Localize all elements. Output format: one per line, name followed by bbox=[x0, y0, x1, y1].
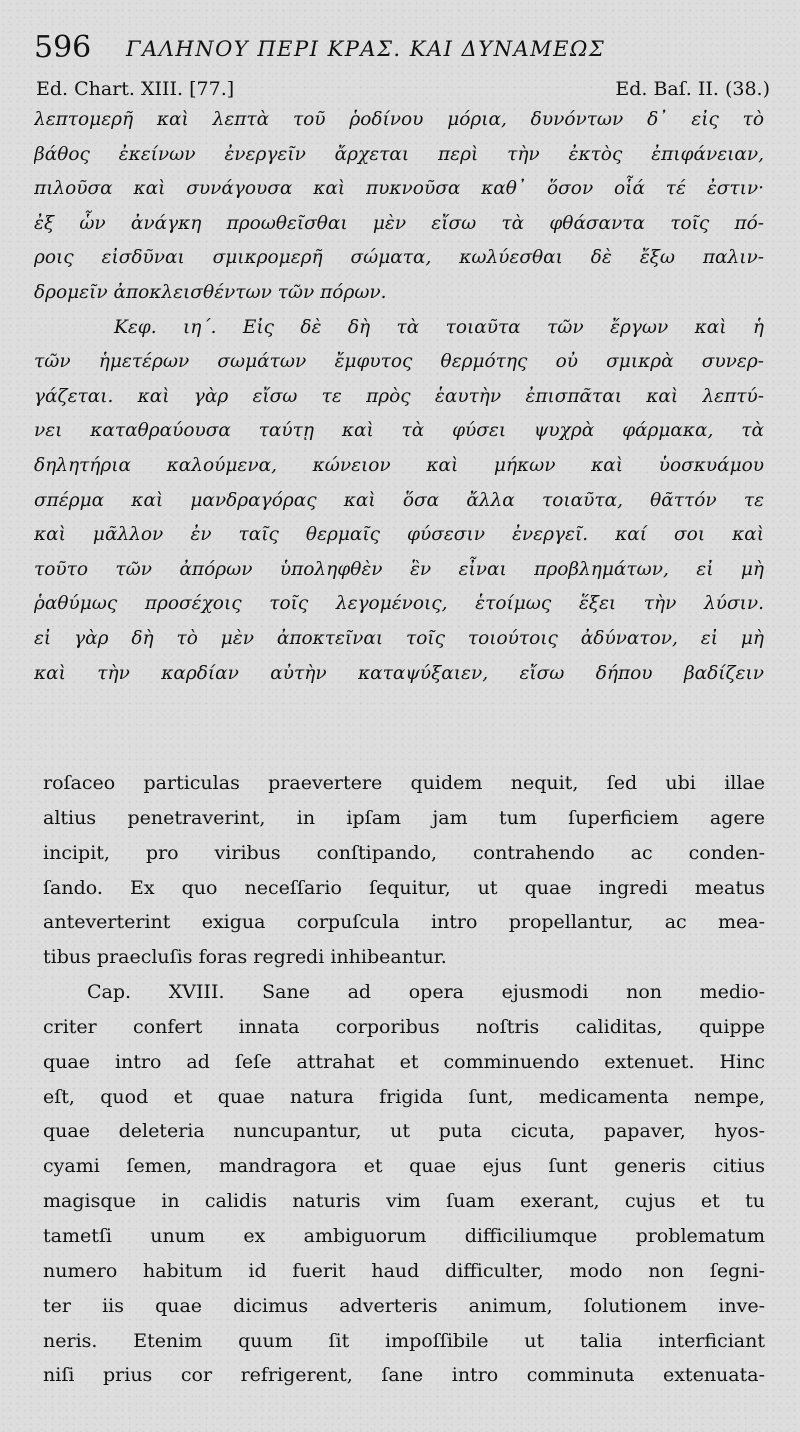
latin-text-line: anteverterint exigua corpuſcula intro propellantur, ac mea- bbox=[43, 911, 765, 934]
greek-text-line: γάζεται. καὶ γὰρ εἴσω τε πρὸς ἑαυτὴν ἐπισπᾶται καὶ λεπτύ- bbox=[34, 385, 764, 407]
greek-text-line: ροις εἰσδῦναι σμικρομερῆ σώματα, κωλύεσθαι δὲ ἔξω παλιν- bbox=[34, 247, 764, 269]
greek-text-line: νει καταθραύουσα ταύτῃ καὶ τὰ φύσει ψυχρὰ φάρμακα, τὰ bbox=[34, 420, 764, 442]
edition-reference-left: Ed. Chart. XIII. [77.] bbox=[36, 78, 235, 100]
greek-text-line: βάθος ἐκείνων ἐνεργεῖν ἄρχεται περὶ τὴν ἐκτὸς ἐπιφάνειαν, bbox=[34, 143, 764, 165]
latin-text-line: criter confert innata corporibus noſtris caliditas, quippe bbox=[43, 1015, 765, 1038]
latin-text-line: incipit, pro viribus conſtipando, contrahendo ac conden- bbox=[43, 841, 765, 864]
latin-text-line: altius penetraverint, in ipſam jam tum ſuperficiem agere bbox=[43, 806, 765, 829]
latin-text-line: tametſi unum ex ambiguorum difficiliumque problematum bbox=[43, 1224, 765, 1247]
greek-text-line: ἐξ ὧν ἀνάγκη προωθεῖσθαι μὲν εἴσω τὰ φθάσαντα τοῖς πό- bbox=[34, 212, 764, 234]
latin-text-line: niſi prius cor refrigerent, ſane intro comminuta extenuata- bbox=[43, 1364, 765, 1387]
greek-text-line: λεπτομερῆ καὶ λεπτὰ τοῦ ῥοδίνου μόρια, δυνόντων δ᾽ εἰς τὸ bbox=[34, 109, 764, 130]
greek-text-line: δρομεῖν ἀποκλεισθέντων τῶν πόρων. bbox=[34, 281, 387, 303]
latin-text-line: quae deleteria nuncupantur, ut puta cicuta, papaver, hyos- bbox=[43, 1120, 765, 1143]
edition-reference-right: Ed. Baſ. II. (38.) bbox=[615, 78, 770, 100]
greek-text-line: τοῦτο τῶν ἀπόρων ὑποληφθὲν ἓν εἶναι προβλημάτων, εἰ μὴ bbox=[34, 558, 764, 580]
greek-text-line: τῶν ἡμετέρων σωμάτων ἔμφυτος θερμότης οὐ σμικρὰ συνερ- bbox=[34, 351, 764, 373]
greek-text-block bbox=[34, 103, 764, 691]
latin-text-line: neris. Etenim quum ſit impoſſibile ut talia interficiant bbox=[43, 1329, 765, 1352]
greek-chapter-heading-line: Κεφ. ιη΄. Εἰς δὲ δὴ τὰ τοιαῦτα τῶν ἔργων καὶ ἡ bbox=[114, 316, 764, 338]
latin-text-line: numero habitum id fuerit haud difficulter, modo non ſegni- bbox=[43, 1259, 765, 1282]
latin-text-line: eſt, quod et quae natura frigida ſunt, medicamenta nempe, bbox=[43, 1085, 765, 1108]
page-number: 596 bbox=[34, 30, 92, 65]
running-title: ΓΑΛΗΝΟΥ ΠΕΡΙ ΚΡΑΣ. ΚΑΙ ΔΥΝΑΜΕΩΣ bbox=[126, 37, 606, 61]
greek-text-line: δηλητήρια καλούμενα, κώνειον καὶ μήκων καὶ ὑοσκυάμου bbox=[34, 454, 764, 476]
greek-text-line: σπέρμα καὶ μανδραγόρας καὶ ὅσα ἄλλα τοιαῦτα, θᾶττόν τε bbox=[34, 489, 764, 511]
latin-text-line: quae intro ad ſeſe attrahat et comminuendo extenuet. Hinc bbox=[43, 1050, 765, 1073]
latin-text-line: tibus praecluſis foras regredi inhibeantur. bbox=[43, 946, 447, 969]
latin-text-line: cyami ſemen, mandragora et quae ejus ſunt generis citius bbox=[43, 1155, 765, 1178]
latin-text-line: ter iis quae dicimus adverteris animum, ſolutionem inve- bbox=[43, 1294, 765, 1317]
greek-text-line: καὶ μᾶλλον ἐν ταῖς θερμαῖς φύσεσιν ἐνεργεῖ. καί σοι καὶ bbox=[34, 524, 764, 546]
latin-chapter-heading-line: Cap. XVIII. Sane ad opera ejusmodi non medio- bbox=[87, 981, 765, 1004]
greek-text-line: καὶ τὴν καρδίαν αὐτὴν καταψύξαιεν, εἴσω δήπου βαδίζειν bbox=[34, 662, 764, 684]
greek-text-line: ῥαθύμως προσέχοις τοῖς λεγομένοις, ἑτοίμως ἕξει τὴν λύσιν. bbox=[34, 593, 764, 615]
latin-text-line: roſaceo particulas praevertere quidem nequit, ſed ubi illae bbox=[43, 772, 765, 794]
latin-text-line: ſando. Ex quo neceſſario ſequitur, ut quae ingredi meatus bbox=[43, 876, 765, 899]
latin-text-line: magisque in calidis naturis vim ſuam exerant, cujus et tu bbox=[43, 1190, 765, 1213]
greek-text-line: πιλοῦσα καὶ συνάγουσα καὶ πυκνοῦσα καθ᾽ ὅσον οἷά τέ ἐστιν· bbox=[34, 178, 764, 200]
latin-text-block bbox=[43, 766, 765, 1393]
greek-text-line: εἰ γὰρ δὴ τὸ μὲν ἀποκτεῖναι τοῖς τοιούτοις ἀδύνατον, εἰ μὴ bbox=[34, 627, 764, 649]
page-header bbox=[34, 28, 774, 72]
